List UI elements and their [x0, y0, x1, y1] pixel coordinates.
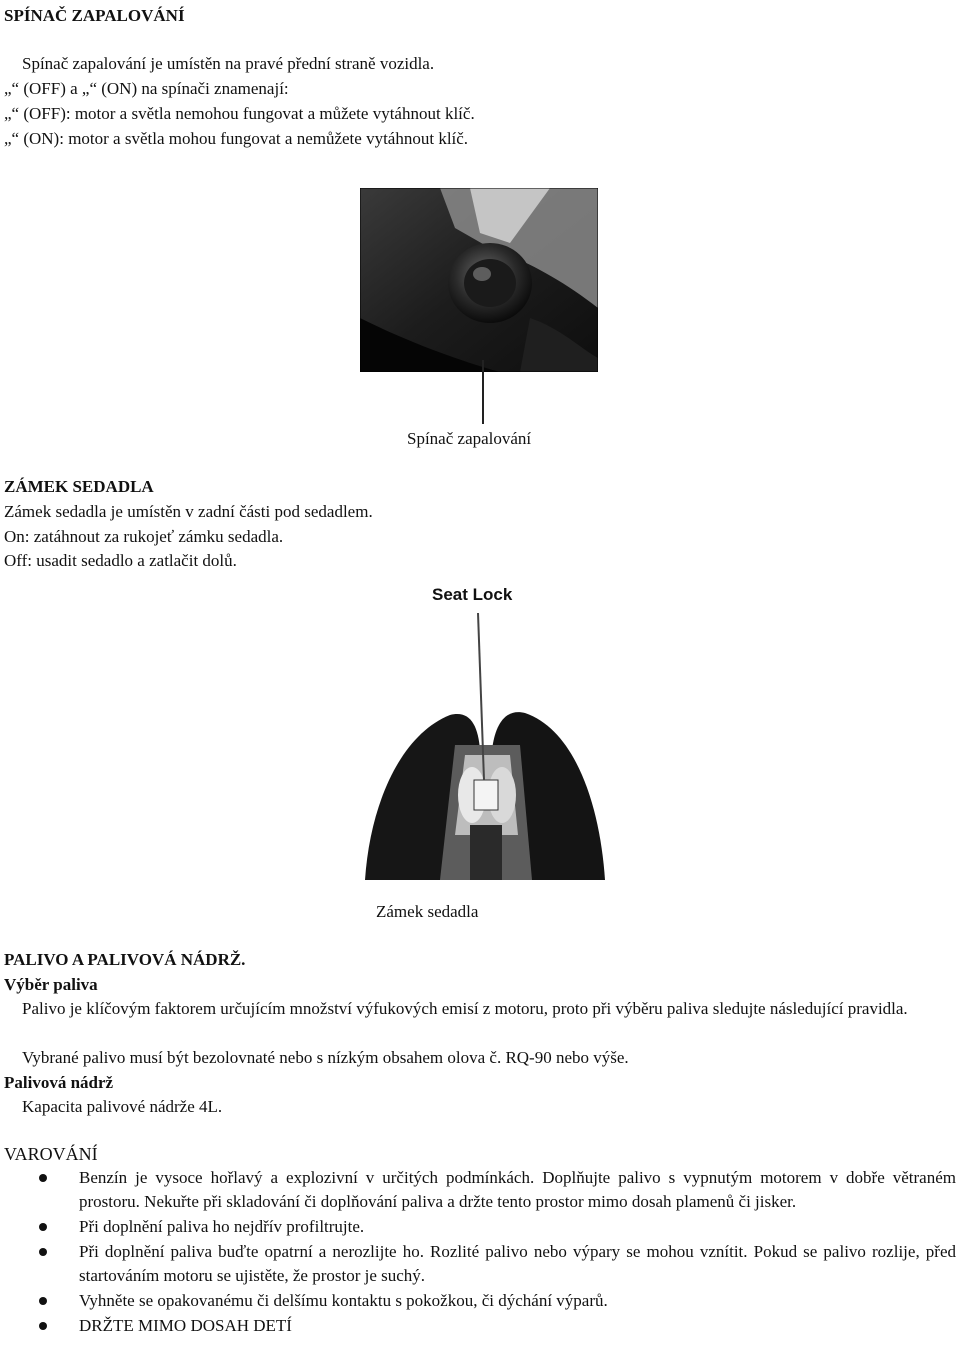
warning-heading: VAROVÁNÍ — [4, 1144, 98, 1164]
bullet-icon — [39, 1223, 47, 1231]
warning-item: Vyhněte se opakovanému či delšímu kontaktu s pokožkou, či dýchání výparů. — [0, 1289, 956, 1313]
ignition-switch-photo — [360, 188, 598, 372]
fuel-heading: PALIVO A PALIVOVÁ NÁDRŽ. — [4, 950, 246, 969]
ignition-line-4: „“ (ON): motor a světla mohou fungovat a nemůžete vytáhnout klíč. — [4, 129, 469, 148]
fuel-choice-text-2: Vybrané palivo musí být bezolovnaté nebo s nízkým obsahem olova č. RQ-90 nebo výše. — [22, 1048, 629, 1067]
ignition-line-1: Spínač zapalování je umístěn na pravé přední straně vozidla. — [22, 54, 435, 73]
ignition-line-3: „“ (OFF): motor a světla nemohou fungovat a můžete vytáhnout klíč. — [4, 104, 475, 123]
ignition-caption: Spínač zapalování — [407, 429, 532, 448]
bullet-icon — [39, 1248, 47, 1256]
seat-lock-photo-label: Seat Lock — [432, 585, 513, 604]
bullet-icon — [39, 1174, 47, 1182]
seat-lock-line-3: Off: usadit sedadlo a zatlačit dolů. — [4, 551, 237, 570]
fuel-tank-text: Kapacita palivové nádrže 4L. — [22, 1097, 223, 1116]
seat-lock-line-1: Zámek sedadla je umístěn v zadní části pod sedadlem. — [4, 502, 373, 521]
seat-lock-line-2: On: zatáhnout za rukojeť zámku sedadla. — [4, 527, 284, 546]
bullet-icon — [39, 1297, 47, 1305]
ignition-heading: SPÍNAČ ZAPALOVÁNÍ — [4, 6, 185, 25]
warning-list — [0, 1166, 956, 1339]
fuel-tank-heading: Palivová nádrž — [4, 1073, 114, 1092]
warning-item: Benzín je vysoce hořlavý a explozivní v určitých podmínkách. Doplňujte palivo s vypnutým motorem v dobře větraném prostoru. Nekuřte při skladování či doplňování paliva a držte tento prostor mimo dosah plamenů či jisker. — [0, 1166, 956, 1214]
bullet-icon — [39, 1322, 47, 1330]
warning-item: Při doplnění paliva ho nejdřív profiltrujte. — [0, 1215, 956, 1239]
warning-item: DRŽTE MIMO DOSAH DETÍ — [0, 1314, 956, 1338]
seat-lock-caption: Zámek sedadla — [376, 902, 479, 921]
fuel-choice-heading: Výběr paliva — [4, 975, 98, 994]
ignition-line-2: „“ (OFF) a „“ (ON) na spínači znamenají: — [4, 79, 289, 98]
seat-lock-heading: ZÁMEK SEDADLA — [4, 477, 154, 496]
seat-lock-photo — [360, 575, 610, 880]
fuel-choice-text: Palivo je klíčovým faktorem určujícím množství výfukových emisí z motoru, proto při výběru paliva sledujte následující pravidla. — [22, 999, 908, 1018]
warning-item: Při doplnění paliva buďte opatrní a nerozlijte ho. Rozlité palivo nebo výpary se mohou vznítit. Pokud se palivo rozlije, před startováním motoru se ujistěte, že prostor je suchý. — [0, 1240, 956, 1288]
ignition-pointer-line — [482, 360, 484, 424]
